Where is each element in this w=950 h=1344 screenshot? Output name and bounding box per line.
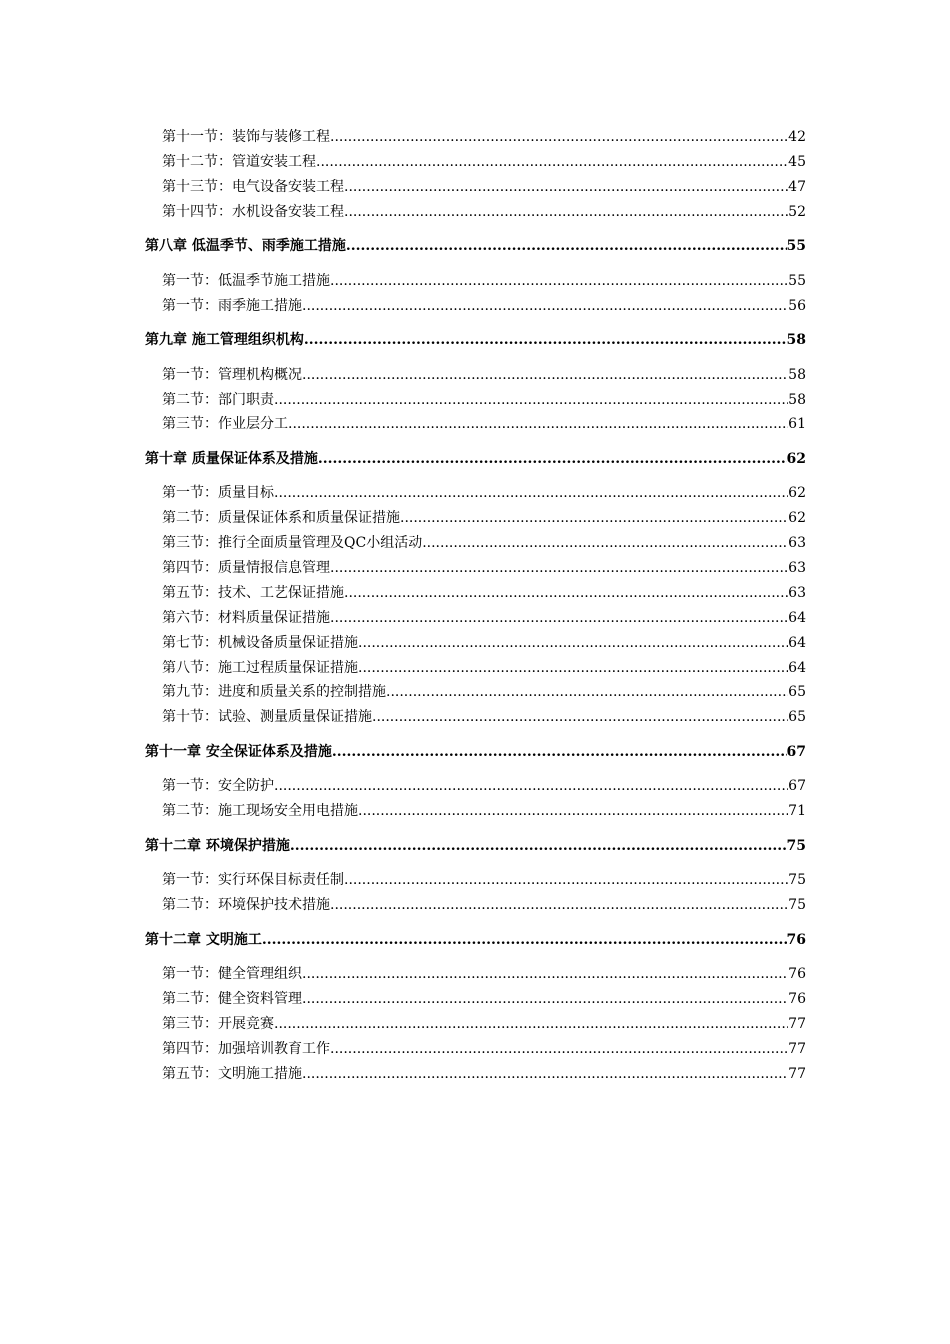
dot-leader [274, 483, 788, 503]
dot-leader [274, 390, 788, 410]
toc-entry-title: 第七节：机械设备质量保证措施 [162, 635, 358, 651]
toc-page-number: 64 [788, 635, 806, 651]
dot-leader [346, 236, 787, 256]
toc-entry-title: 第二节：部门职责 [162, 392, 274, 408]
toc-entry-title: 第十一节：装饰与装修工程 [162, 129, 330, 145]
toc-page-number: 62 [786, 451, 806, 467]
toc-chapter-entry[interactable] [145, 449, 806, 469]
toc-section-entry[interactable] [162, 801, 806, 821]
toc-page-number: 77 [788, 1016, 806, 1032]
toc-section-entry[interactable] [162, 608, 806, 628]
dot-leader [302, 365, 788, 385]
toc-entry-title: 第八节：施工过程质量保证措施 [162, 660, 358, 676]
toc-entry-title: 第二节：环境保护技术措施 [162, 897, 330, 913]
dot-leader [386, 682, 788, 702]
toc-page-number: 75 [788, 897, 806, 913]
dot-leader [330, 608, 788, 628]
toc-page-number: 71 [788, 803, 806, 819]
dot-leader [302, 964, 788, 984]
toc-entry-title: 第八章 低温季节、雨季施工措施 [145, 238, 346, 254]
dot-leader [316, 152, 788, 172]
toc-entry-title: 第三节：推行全面质量管理及QC小组活动 [162, 535, 423, 551]
dot-leader [302, 989, 788, 1009]
toc-entry-title: 第十三节：电气设备安装工程 [162, 179, 344, 195]
dot-leader [400, 508, 788, 528]
dot-leader [290, 836, 787, 856]
toc-entry-title: 第十一章 安全保证体系及措施 [145, 744, 332, 760]
dot-leader [274, 1014, 788, 1034]
dot-leader [318, 449, 787, 469]
toc-section-entry[interactable] [162, 127, 806, 147]
toc-page-number: 63 [788, 585, 806, 601]
toc-entry-title: 第二节：施工现场安全用电措施 [162, 803, 358, 819]
toc-page-number: 55 [786, 238, 806, 254]
toc-section-entry[interactable] [162, 658, 806, 678]
toc-entry-title: 第四节：质量情报信息管理 [162, 560, 330, 576]
toc-entry-title: 第一节：安全防护 [162, 778, 274, 794]
toc-section-entry[interactable] [162, 365, 806, 385]
dot-leader [344, 202, 788, 222]
toc-chapter-entry[interactable] [145, 330, 806, 350]
toc-section-entry[interactable] [162, 989, 806, 1009]
dot-leader [358, 633, 788, 653]
toc-section-entry[interactable] [162, 271, 806, 291]
toc-entry-title: 第四节：加强培训教育工作 [162, 1041, 330, 1057]
toc-page-number: 65 [788, 684, 806, 700]
toc-page-number: 75 [788, 872, 806, 888]
toc-section-entry[interactable] [162, 533, 806, 553]
toc-entry-title: 第二节：质量保证体系和质量保证措施 [162, 510, 400, 526]
toc-entry-title: 第五节：文明施工措施 [162, 1066, 302, 1082]
toc-page-number: 42 [788, 129, 806, 145]
toc-page-number: 56 [788, 298, 806, 314]
dot-leader [344, 583, 788, 603]
toc-section-entry[interactable] [162, 558, 806, 578]
toc-entry-title: 第六节：材料质量保证措施 [162, 610, 330, 626]
toc-page-number: 45 [788, 154, 806, 170]
toc-chapter-entry[interactable] [145, 236, 806, 256]
toc-section-entry[interactable] [162, 707, 806, 727]
toc-page-number: 58 [788, 367, 806, 383]
toc-section-entry[interactable] [162, 633, 806, 653]
toc-section-entry[interactable] [162, 1014, 806, 1034]
toc-page-number: 64 [788, 610, 806, 626]
toc-section-entry[interactable] [162, 296, 806, 316]
dot-leader [302, 1064, 788, 1084]
toc-page-number: 63 [788, 560, 806, 576]
dot-leader [358, 801, 788, 821]
toc-page-number: 76 [786, 932, 806, 948]
toc-page-number: 61 [788, 416, 806, 432]
toc-page-number: 67 [786, 744, 806, 760]
dot-leader [330, 127, 788, 147]
dot-leader [344, 177, 788, 197]
dot-leader [330, 271, 788, 291]
toc-section-entry[interactable] [162, 776, 806, 796]
toc-entry-title: 第九章 施工管理组织机构 [145, 332, 304, 348]
toc-section-entry[interactable] [162, 964, 806, 984]
toc-entry-title: 第十章 质量保证体系及措施 [145, 451, 318, 467]
toc-section-entry[interactable] [162, 583, 806, 603]
toc-page-number: 77 [788, 1066, 806, 1082]
toc-page-number: 47 [788, 179, 806, 195]
toc-entry-title: 第一节：质量目标 [162, 485, 274, 501]
dot-leader [302, 296, 788, 316]
toc-section-entry[interactable] [162, 1039, 806, 1059]
toc-page-number: 62 [788, 510, 806, 526]
toc-entry-title: 第五节：技术、工艺保证措施 [162, 585, 344, 601]
toc-page-number: 55 [788, 273, 806, 289]
toc-chapter-entry[interactable] [145, 836, 806, 856]
toc-page-number: 65 [788, 709, 806, 725]
toc-entry-title: 第十二节：管道安装工程 [162, 154, 316, 170]
toc-section-entry[interactable] [162, 508, 806, 528]
toc-page-number: 64 [788, 660, 806, 676]
toc-section-entry[interactable] [162, 202, 806, 222]
dot-leader [330, 558, 788, 578]
toc-section-entry[interactable] [162, 682, 806, 702]
dot-leader [262, 930, 787, 950]
toc-page-number: 63 [788, 535, 806, 551]
toc-entry-title: 第一节：雨季施工措施 [162, 298, 302, 314]
toc-page-number: 58 [788, 392, 806, 408]
toc-entry-title: 第十四节：水机设备安装工程 [162, 204, 344, 220]
toc-section-entry[interactable] [162, 414, 806, 434]
toc-page-number: 52 [788, 204, 806, 220]
toc-page-number: 76 [788, 966, 806, 982]
toc-entry-title: 第一节：管理机构概况 [162, 367, 302, 383]
toc-entry-title: 第十二章 文明施工 [145, 932, 262, 948]
toc-entry-title: 第二节：健全资料管理 [162, 991, 302, 1007]
toc-page-number: 77 [788, 1041, 806, 1057]
toc-section-entry[interactable] [162, 152, 806, 172]
toc-entry-title: 第十节：试验、测量质量保证措施 [162, 709, 372, 725]
dot-leader [372, 707, 788, 727]
toc-section-entry[interactable] [162, 1064, 806, 1084]
toc-page-number: 67 [788, 778, 806, 794]
dot-leader [422, 533, 788, 553]
toc-entry-title: 第一节：低温季节施工措施 [162, 273, 330, 289]
dot-leader [344, 870, 788, 890]
toc-entry-title: 第一节：实行环保目标责任制 [162, 872, 344, 888]
toc-page-number: 62 [788, 485, 806, 501]
toc-page-number: 58 [786, 332, 806, 348]
dot-leader [304, 330, 787, 350]
toc-entry-title: 第三节：作业层分工 [162, 416, 288, 432]
toc-page-number: 75 [786, 838, 806, 854]
toc-page-number: 76 [788, 991, 806, 1007]
toc-chapter-entry[interactable] [145, 930, 806, 950]
toc-entry-title: 第九节：进度和质量关系的控制措施 [162, 684, 386, 700]
toc-entry-title: 第三节：开展竞赛 [162, 1016, 274, 1032]
dot-leader [332, 742, 787, 762]
toc-chapter-entry[interactable] [145, 742, 806, 762]
toc-entry-title: 第十二章 环境保护措施 [145, 838, 290, 854]
dot-leader [330, 895, 788, 915]
dot-leader [288, 414, 788, 434]
toc-entry-title: 第一节：健全管理组织 [162, 966, 302, 982]
dot-leader [358, 658, 788, 678]
toc-section-entry[interactable] [162, 390, 806, 410]
dot-leader [274, 776, 788, 796]
toc-section-entry[interactable] [162, 483, 806, 503]
toc-section-entry[interactable] [162, 870, 806, 890]
toc-section-entry[interactable] [162, 177, 806, 197]
dot-leader [330, 1039, 788, 1059]
toc-section-entry[interactable] [162, 895, 806, 915]
